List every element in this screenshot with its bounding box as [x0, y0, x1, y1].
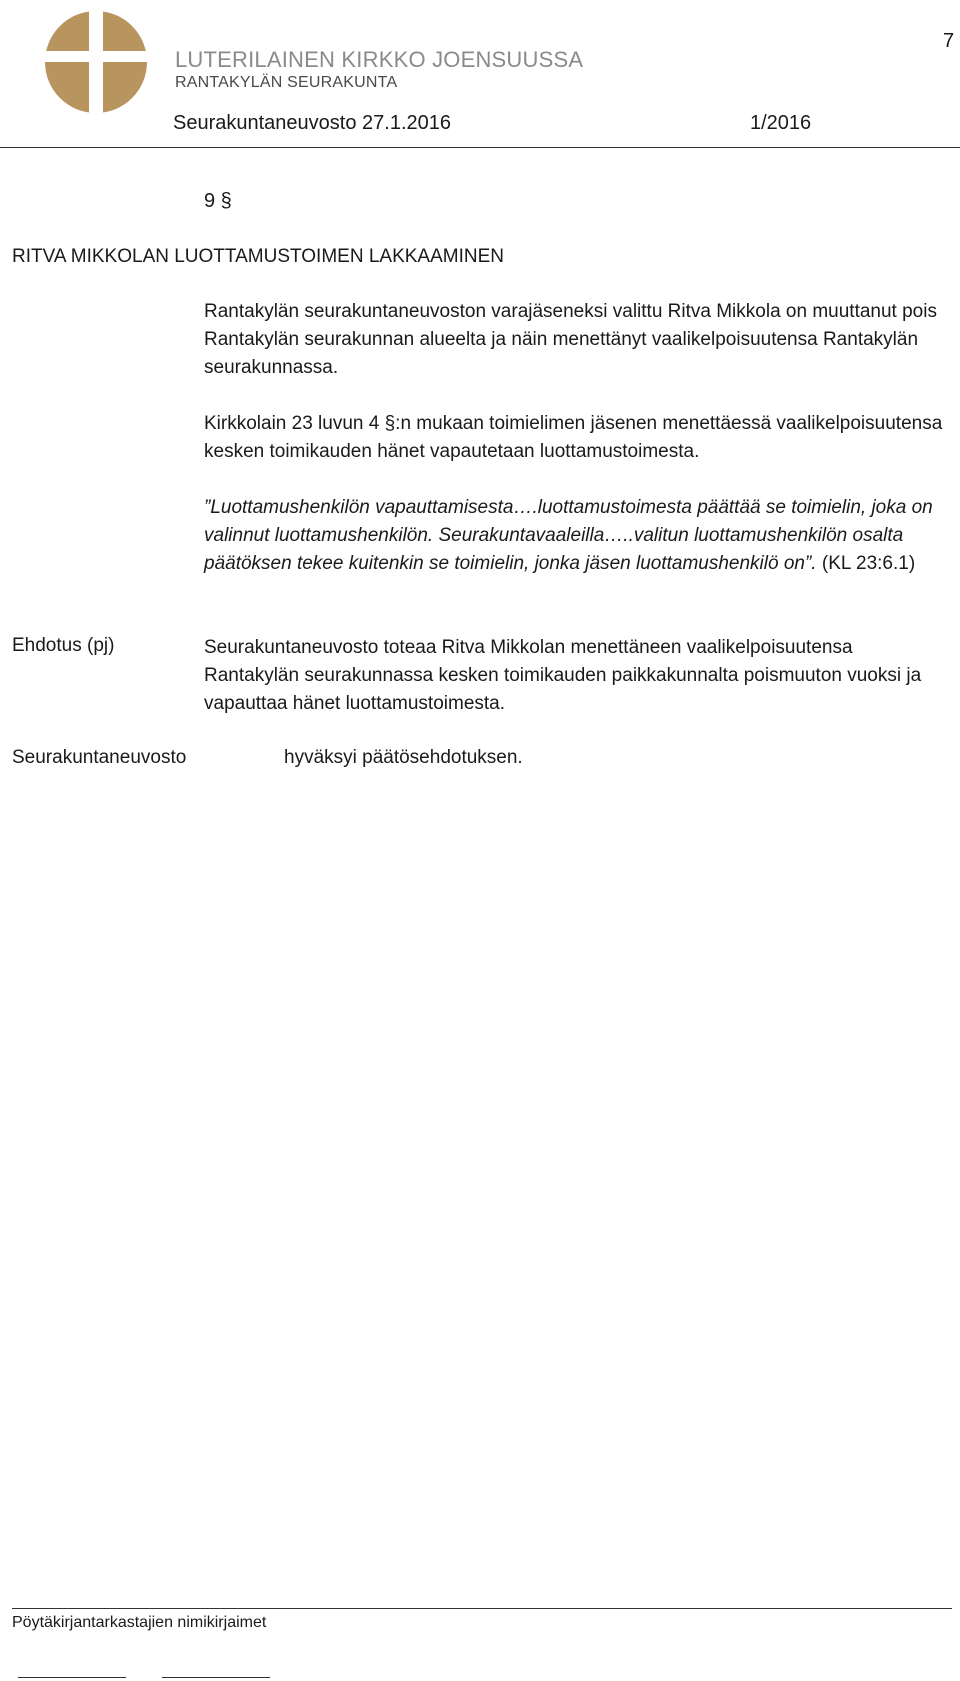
proposal-text: Seurakuntaneuvosto toteaa Ritva Mikkolan menettäneen vaalikelpoisuutensa Rantakylän seurakunnassa kesken toimikauden paikkakunnalta poismuuton vuoksi ja vapauttaa hänet luottamustoimesta.: [204, 637, 922, 714]
quote-text: ”Luottamushenkilön vapauttamisesta….luottamustoimesta päättää se toimielin, joka on valinnut luottamushenkilön. Seurakuntavaaleilla…..valitun luottamushenkilön osalta päätöksen tekee kuitenkin se toimielin, jonka jäsen luottamushenkilö on”.: [204, 497, 933, 574]
footer-label: Pöytäkirjantarkastajien nimikirjaimet: [12, 1614, 267, 1631]
law-quote: [204, 494, 950, 578]
decision-text: hyväksyi päätösehdotuksen.: [284, 747, 523, 768]
meeting-title: Seurakuntaneuvosto 27.1.2016: [173, 112, 451, 134]
signature-line-2: [162, 1677, 270, 1678]
quote-reference: (KL 23:6.1): [821, 553, 916, 574]
proposal-label: Ehdotus (pj): [12, 635, 115, 656]
parish-name: RANTAKYLÄN SEURAKUNTA: [175, 74, 398, 91]
section-number: 9 §: [204, 190, 232, 212]
paragraph-2: Kirkkolain 23 luvun 4 §:n mukaan toimielimen jäsenen menettäessä vaalikelpoisuutensa kesken toimikauden hänet vapautetaan luottamustoimesta.: [204, 413, 943, 462]
cross-emblem-icon: [44, 10, 148, 114]
section-heading: RITVA MIKKOLAN LUOTTAMUSTOIMEN LAKKAAMINEN: [12, 246, 504, 267]
signature-line-1: [18, 1677, 126, 1678]
decision-label: Seurakuntaneuvosto: [12, 747, 187, 768]
issue-number: 1/2016: [750, 112, 812, 134]
header-divider: [0, 147, 960, 148]
footer-divider: [12, 1608, 952, 1609]
org-name: LUTERILAINEN KIRKKO JOENSUUSSA: [175, 47, 584, 72]
page-number: 7: [943, 30, 955, 52]
paragraph-1: Rantakylän seurakuntaneuvoston varajäseneksi valittu Ritva Mikkola on muuttanut pois Rantakylän seurakunnan alueelta ja näin menettänyt vaalikelpoisuutensa Rantakylän seurakunnassa.: [204, 301, 937, 378]
